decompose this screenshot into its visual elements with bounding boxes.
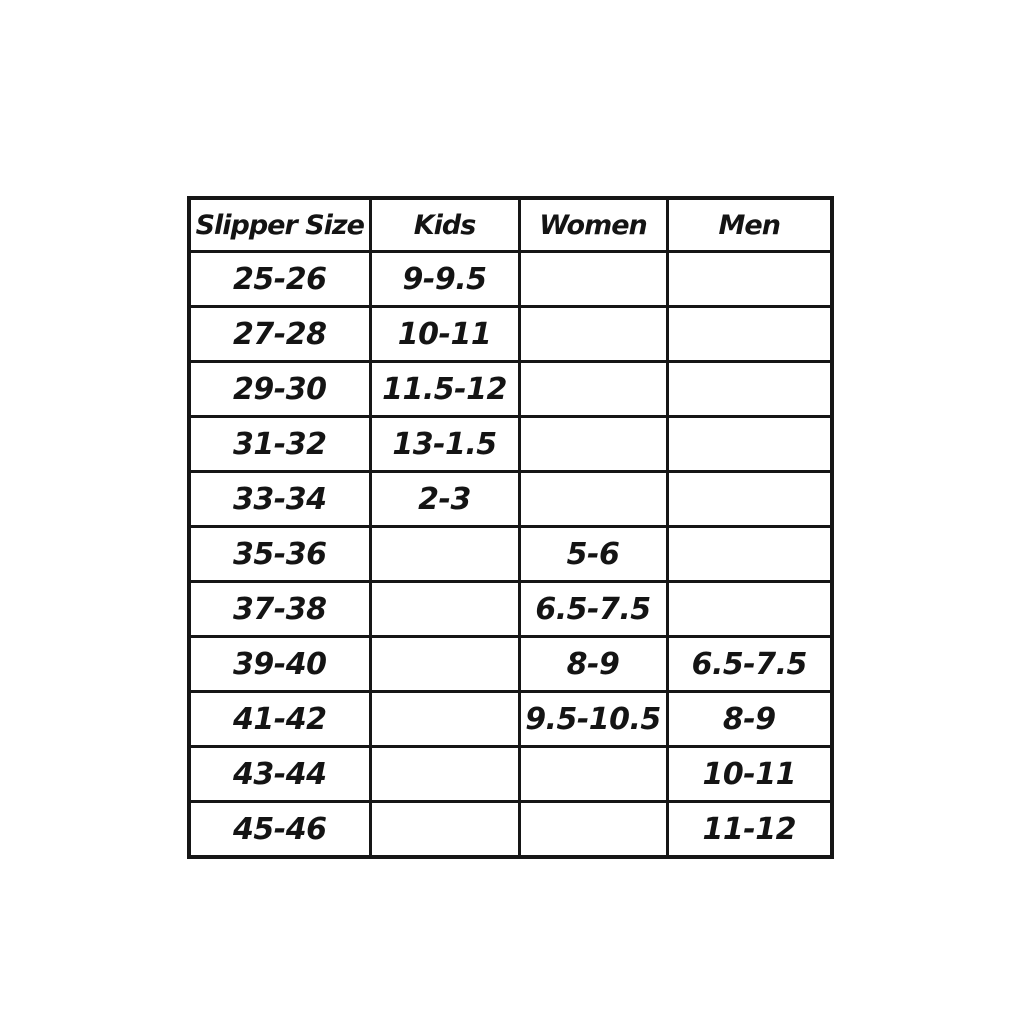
- table-cell: 8-9: [667, 692, 832, 747]
- table-cell: 6.5-7.5: [519, 582, 667, 637]
- table-cell: [519, 747, 667, 802]
- table-cell: 27-28: [189, 307, 370, 362]
- header-slipper-size: Slipper Size: [189, 198, 370, 252]
- table-row: [189, 307, 832, 362]
- table-cell: 8-9: [519, 637, 667, 692]
- header-men: Men: [667, 198, 832, 252]
- table-cell: 45-46: [189, 802, 370, 858]
- table-cell: 10-11: [667, 747, 832, 802]
- table-cell: [519, 252, 667, 307]
- table-cell: 10-11: [370, 307, 519, 362]
- table-cell: 33-34: [189, 472, 370, 527]
- table-row: [189, 747, 832, 802]
- table-row: [189, 362, 832, 417]
- table-row: [189, 637, 832, 692]
- table-row: [189, 472, 832, 527]
- table-cell: [667, 527, 832, 582]
- table-cell: 5-6: [519, 527, 667, 582]
- table-cell: 39-40: [189, 637, 370, 692]
- table-cell: [519, 802, 667, 858]
- table-row: [189, 692, 832, 747]
- table-cell: 41-42: [189, 692, 370, 747]
- table-row: [189, 252, 832, 307]
- table-cell: [370, 802, 519, 858]
- table-cell: [370, 747, 519, 802]
- table-row: [189, 802, 832, 858]
- header-kids: Kids: [370, 198, 519, 252]
- table-cell: 6.5-7.5: [667, 637, 832, 692]
- table-cell: [519, 472, 667, 527]
- table-cell: [519, 362, 667, 417]
- table-cell: 9-9.5: [370, 252, 519, 307]
- table-cell: 29-30: [189, 362, 370, 417]
- table-header-row: [189, 198, 832, 252]
- table-row: [189, 582, 832, 637]
- table-cell: [667, 472, 832, 527]
- table-cell: 43-44: [189, 747, 370, 802]
- table-cell: 11-12: [667, 802, 832, 858]
- table-cell: [667, 252, 832, 307]
- table-cell: 9.5-10.5: [519, 692, 667, 747]
- table-cell: [370, 582, 519, 637]
- table-cell: [370, 637, 519, 692]
- table-cell: 31-32: [189, 417, 370, 472]
- table-row: [189, 527, 832, 582]
- table-cell: [667, 417, 832, 472]
- table-cell: 2-3: [370, 472, 519, 527]
- table-cell: 37-38: [189, 582, 370, 637]
- table-cell: 11.5-12: [370, 362, 519, 417]
- table-cell: 25-26: [189, 252, 370, 307]
- table-cell: [667, 582, 832, 637]
- slipper-size-table: [187, 196, 834, 859]
- table-cell: [370, 527, 519, 582]
- table-cell: [519, 417, 667, 472]
- table-cell: 35-36: [189, 527, 370, 582]
- table-cell: [667, 307, 832, 362]
- table-cell: [519, 307, 667, 362]
- table-cell: [370, 692, 519, 747]
- table-cell: [667, 362, 832, 417]
- table-body: [189, 252, 832, 858]
- table-row: [189, 417, 832, 472]
- table-cell: 13-1.5: [370, 417, 519, 472]
- header-women: Women: [519, 198, 667, 252]
